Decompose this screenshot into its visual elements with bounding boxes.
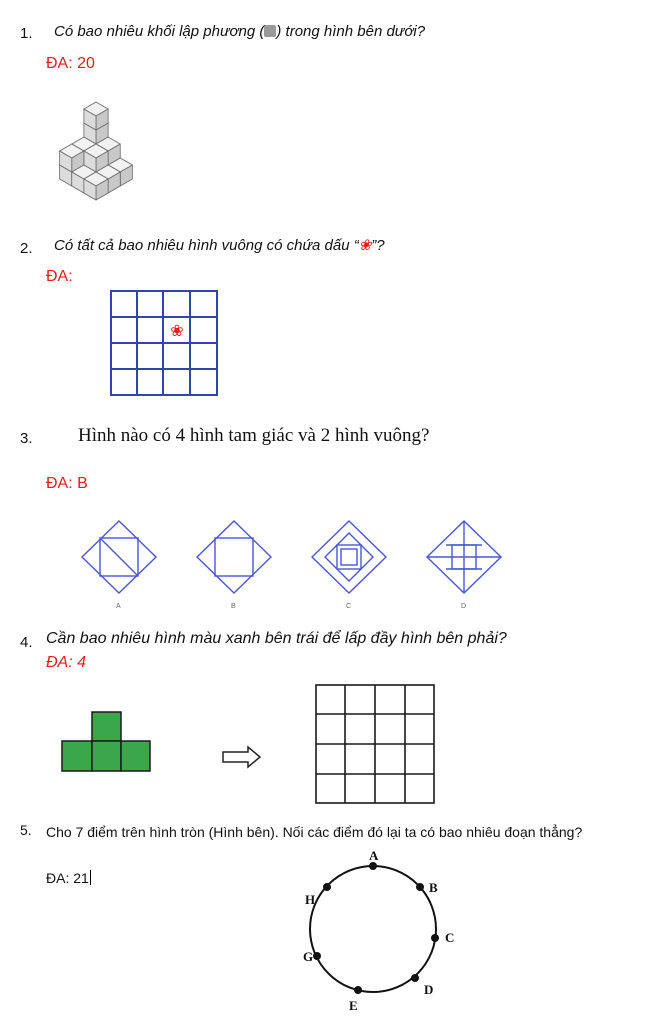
label-g: G: [303, 949, 314, 964]
q5-answer: ĐA: 21: [46, 870, 89, 886]
label-h: H: [305, 892, 316, 907]
q3-option-d: [418, 513, 510, 617]
q1-answer: ĐA: 20: [46, 55, 95, 72]
option-d-label: D: [461, 603, 467, 610]
q4-number: 4.: [20, 634, 33, 651]
option-b-figure: [188, 513, 280, 617]
q3-text: Hình nào có 4 hình tam giác và 2 hình vuông?: [78, 425, 430, 446]
q2-answer: ĐA:: [46, 268, 73, 285]
label-e: E: [349, 998, 358, 1013]
label-c: C: [445, 930, 455, 945]
point-d: [411, 974, 419, 982]
q4-target-grid-figure: [315, 684, 435, 804]
point-c: [431, 934, 439, 942]
arrow-right-icon: [222, 746, 262, 768]
q4-answer: ĐA: 4: [46, 654, 87, 671]
q5-number: 5.: [20, 822, 32, 838]
option-b-label: B: [231, 603, 236, 610]
label-b: B: [429, 880, 438, 895]
label-d: D: [424, 982, 434, 997]
q3-number: 3.: [20, 430, 33, 447]
option-d-figure: [418, 513, 510, 617]
q1-number: 1.: [20, 25, 33, 42]
option-c-figure: [303, 513, 395, 617]
q3-answer: ĐA: B: [46, 475, 88, 492]
option-a-figure: [73, 513, 165, 617]
text-cursor: [90, 870, 91, 885]
circle-points-figure: [295, 845, 475, 1015]
q2-grid-figure: [110, 290, 218, 396]
q1-text: Có bao nhiêu khối lập phương ( ) trong hình bên dưới?: [54, 23, 426, 40]
option-a-label: A: [116, 603, 121, 610]
point-a: [369, 862, 377, 870]
flower-icon: ❀: [170, 321, 184, 340]
flower-icon: ❀: [358, 237, 372, 254]
q2-number: 2.: [20, 240, 33, 257]
q3-option-a: [73, 513, 165, 617]
q3-option-c: [303, 513, 395, 617]
point-g: [313, 952, 321, 960]
q5-text: Cho 7 điểm trên hình tròn (Hình bên). Nối các điểm đó lại ta có bao nhiêu đoạn thẳng?: [46, 824, 583, 840]
q3-option-b: [188, 513, 280, 617]
cube-icon: [264, 25, 276, 37]
cube-stack-figure: [44, 88, 164, 218]
point-e: [354, 986, 362, 994]
point-h: [323, 883, 331, 891]
green-t-shape-figure: [61, 711, 151, 773]
point-b: [416, 883, 424, 891]
q4-text: Cần bao nhiêu hình màu xanh bên trái để lấp đầy hình bên phải?: [46, 630, 507, 647]
option-c-label: C: [346, 603, 352, 610]
label-a: A: [369, 848, 379, 863]
q2-text: Có tất cả bao nhiêu hình vuông có chứa dấu “❀”?: [54, 237, 385, 254]
